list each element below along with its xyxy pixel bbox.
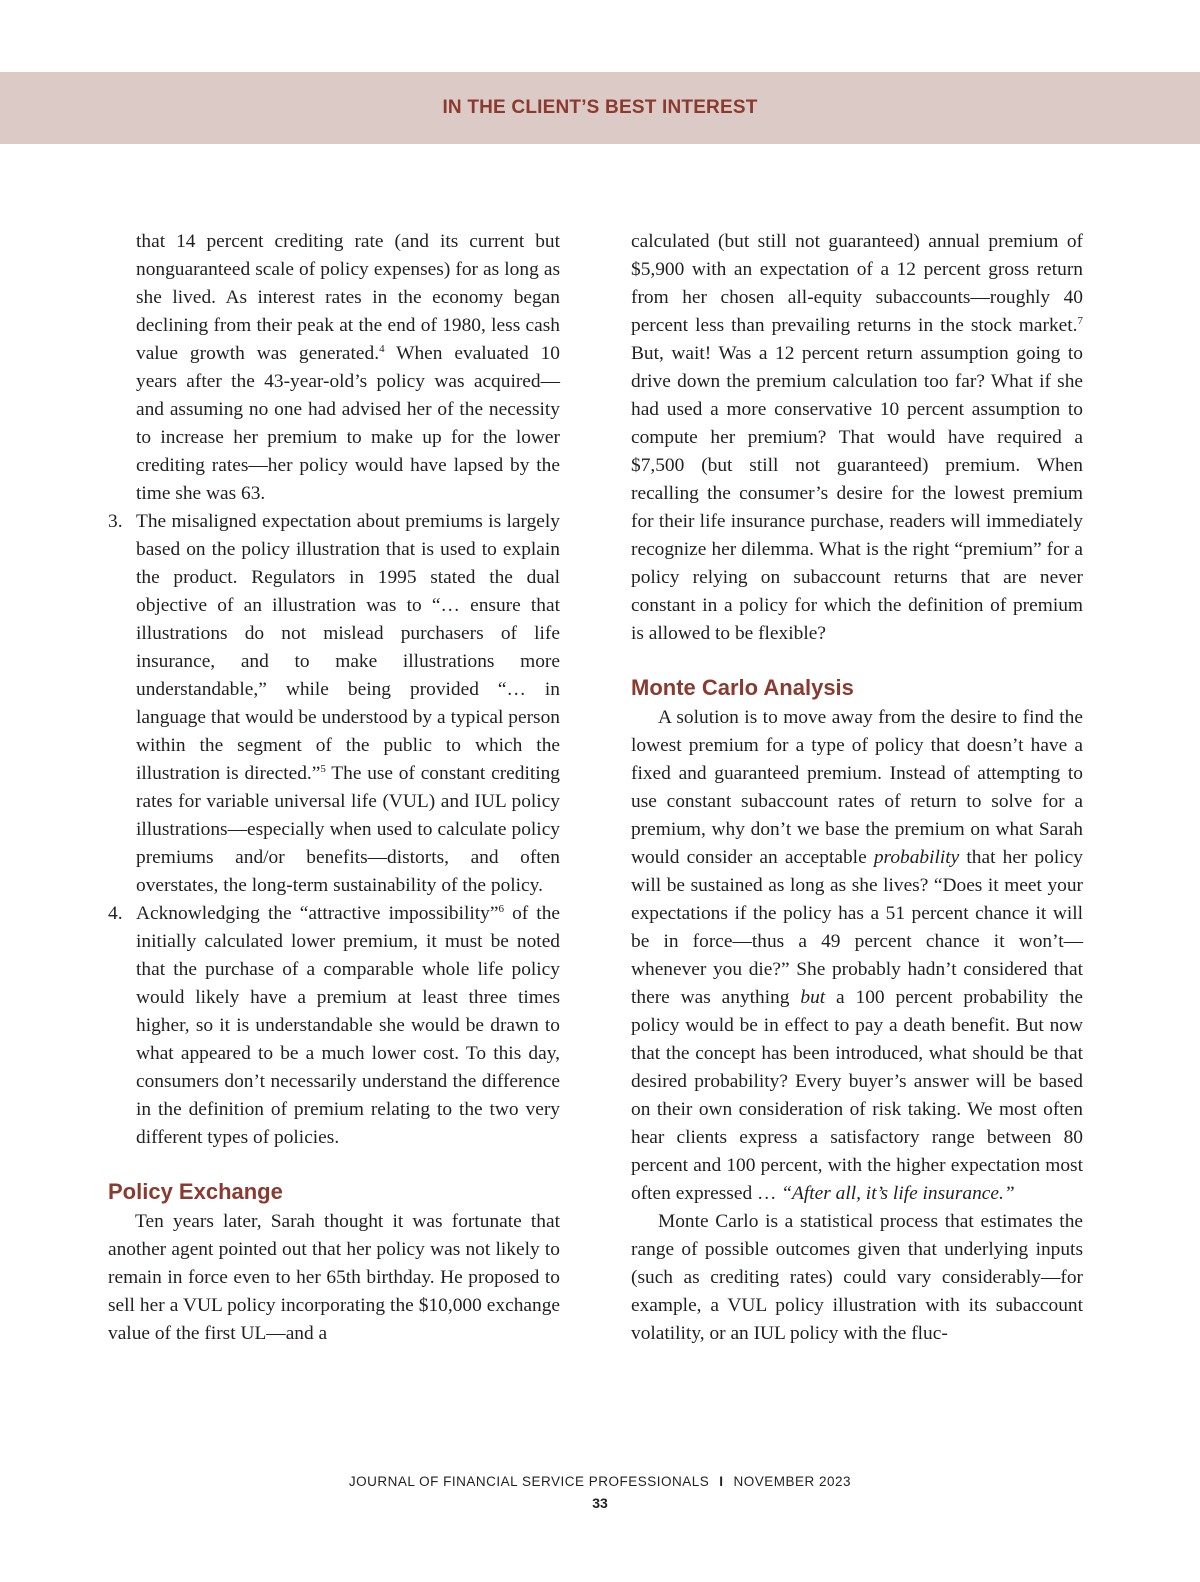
list-item-3: 3. The misaligned expectation about premiums is largely based on the policy illustration that is used to explain the product. Regulators in 1995 stated the dual objective of an illustration was to “… ensure that illustrations do not mislead purchasers of life insurance, and to make illustrations more understandable,” while being provided “… in language that would be understood by a typical person within the segment of the public to which the illustration is directed.”$^5$ The use of constant crediting rates for variable universal life (VUL) and IUL policy illustrations—especially when used to calculate policy premiums and/or benefits—distorts, and often overstates, the long-term sustainability of the policy. — [108, 508, 560, 900]
section-header-band — [0, 72, 1200, 144]
list-number: 4. — [108, 903, 123, 924]
list-item-4: 4. Acknowledging the “attractive impossibility”$^6$ of the initially calculated lower premium, it must be noted that the purchase of a comparable whole life policy would likely have a premium at least three times higher, so it is understandable she would be drawn to what appeared to be a much lower cost. To this day, consumers don’t necessarily understand the difference in the definition of premium relating to the two very different types of policies. — [108, 900, 560, 1152]
page-footer — [0, 1474, 1200, 1511]
heading-monte-carlo: Monte Carlo Analysis — [631, 675, 854, 700]
footnote-ref-4: 4 — [379, 343, 385, 355]
page-number: 33 — [592, 1495, 608, 1511]
paragraph-policy-exchange: Ten years later, Sarah thought it was fortunate that another agent pointed out that her policy was not likely to remain in force even to her 65th birthday. He proposed to sell her a VUL policy incorporating the $10,000 exchange value of the first UL—and a — [108, 1211, 560, 1344]
right-column — [631, 228, 1083, 1348]
journal-name: JOURNAL OF FINANCIAL SERVICE PROFESSIONALS — [348, 1474, 710, 1489]
left-column — [108, 228, 560, 1348]
heading-policy-exchange: Policy Exchange — [108, 1179, 283, 1204]
issue-date: NOVEMBER 2023 — [733, 1474, 852, 1489]
footnote-ref-5: 5 — [320, 763, 326, 775]
list-number: 3. — [108, 511, 123, 532]
footer-separator: I — [719, 1474, 724, 1489]
list-item-2-continuation: that 14 percent crediting rate (and its current but nonguaranteed scale of policy expenses) for as long as she lived. As interest rates in the economy began declining from their peak at the end of 1980, less cash value growth was generated.$^4$ When evaluated 10 years after the 43-year-old’s policy was acquired—and assuming no one had advised her of the necessity to increase her premium to make up for the lower crediting rates—her policy would have lapsed by the time she was 63. — [136, 231, 560, 504]
section-title: IN THE CLIENT’S BEST INTEREST — [442, 97, 758, 118]
paragraph-continuation: calculated (but still not guaranteed) annual premium of $5,900 with an expectation of a 12 percent gross return from her chosen all-equity subaccounts—roughly 40 percent less than prevailing returns in the stock market.$^7$ But, wait! Was a 12 percent return assumption going to drive down the premium calculation too far? What if she had used a more conservative 10 percent assumption to compute her premium? That would have required a $7,500 (but still not guaranteed) premium. When recalling the consumer’s desire for the lowest premium for their life insurance purchase, readers will immediately recognize her dilemma. What is the right “premium” for a policy relying on subaccount returns that are never constant in a policy for which the definition of premium is allowed to be flexible? — [631, 231, 1083, 644]
paragraph-monte-carlo-1: A solution is to move away from the desire to find the lowest premium for a type of policy that doesn’t have a fixed and guaranteed premium. Instead of attempting to use constant subaccount rates of return to solve for a premium, why don’t we base the premium on what Sarah would consider an acceptable probability that her policy will be sustained as long as she lives? “Does it meet your expectations if the policy has a 51 percent chance it will be in force—thus a 49 percent chance it won’t—whenever you die?” She probably hadn’t considered that there was anything but a 100 percent probability the policy would be in effect to pay a death benefit. But now that the concept has been introduced, what should be that desired probability? Every buyer’s answer will be based on their own consideration of risk taking. We most often hear clients express a satisfactory range between 80 percent and 100 percent, with the higher expectation most often expressed … “After all, it’s life insurance.” — [631, 707, 1084, 1204]
footer-journal-line — [0, 1474, 1200, 1489]
footnote-ref-6: 6 — [498, 903, 504, 915]
paragraph-monte-carlo-2: Monte Carlo is a statistical process that estimates the range of possible outcomes given that underlying inputs (such as crediting rates) could vary considerably—for example, a VUL policy illustration with its subaccount volatility, or an IUL policy with the fluc- — [631, 1211, 1083, 1344]
footnote-ref-7: 7 — [1077, 315, 1083, 327]
